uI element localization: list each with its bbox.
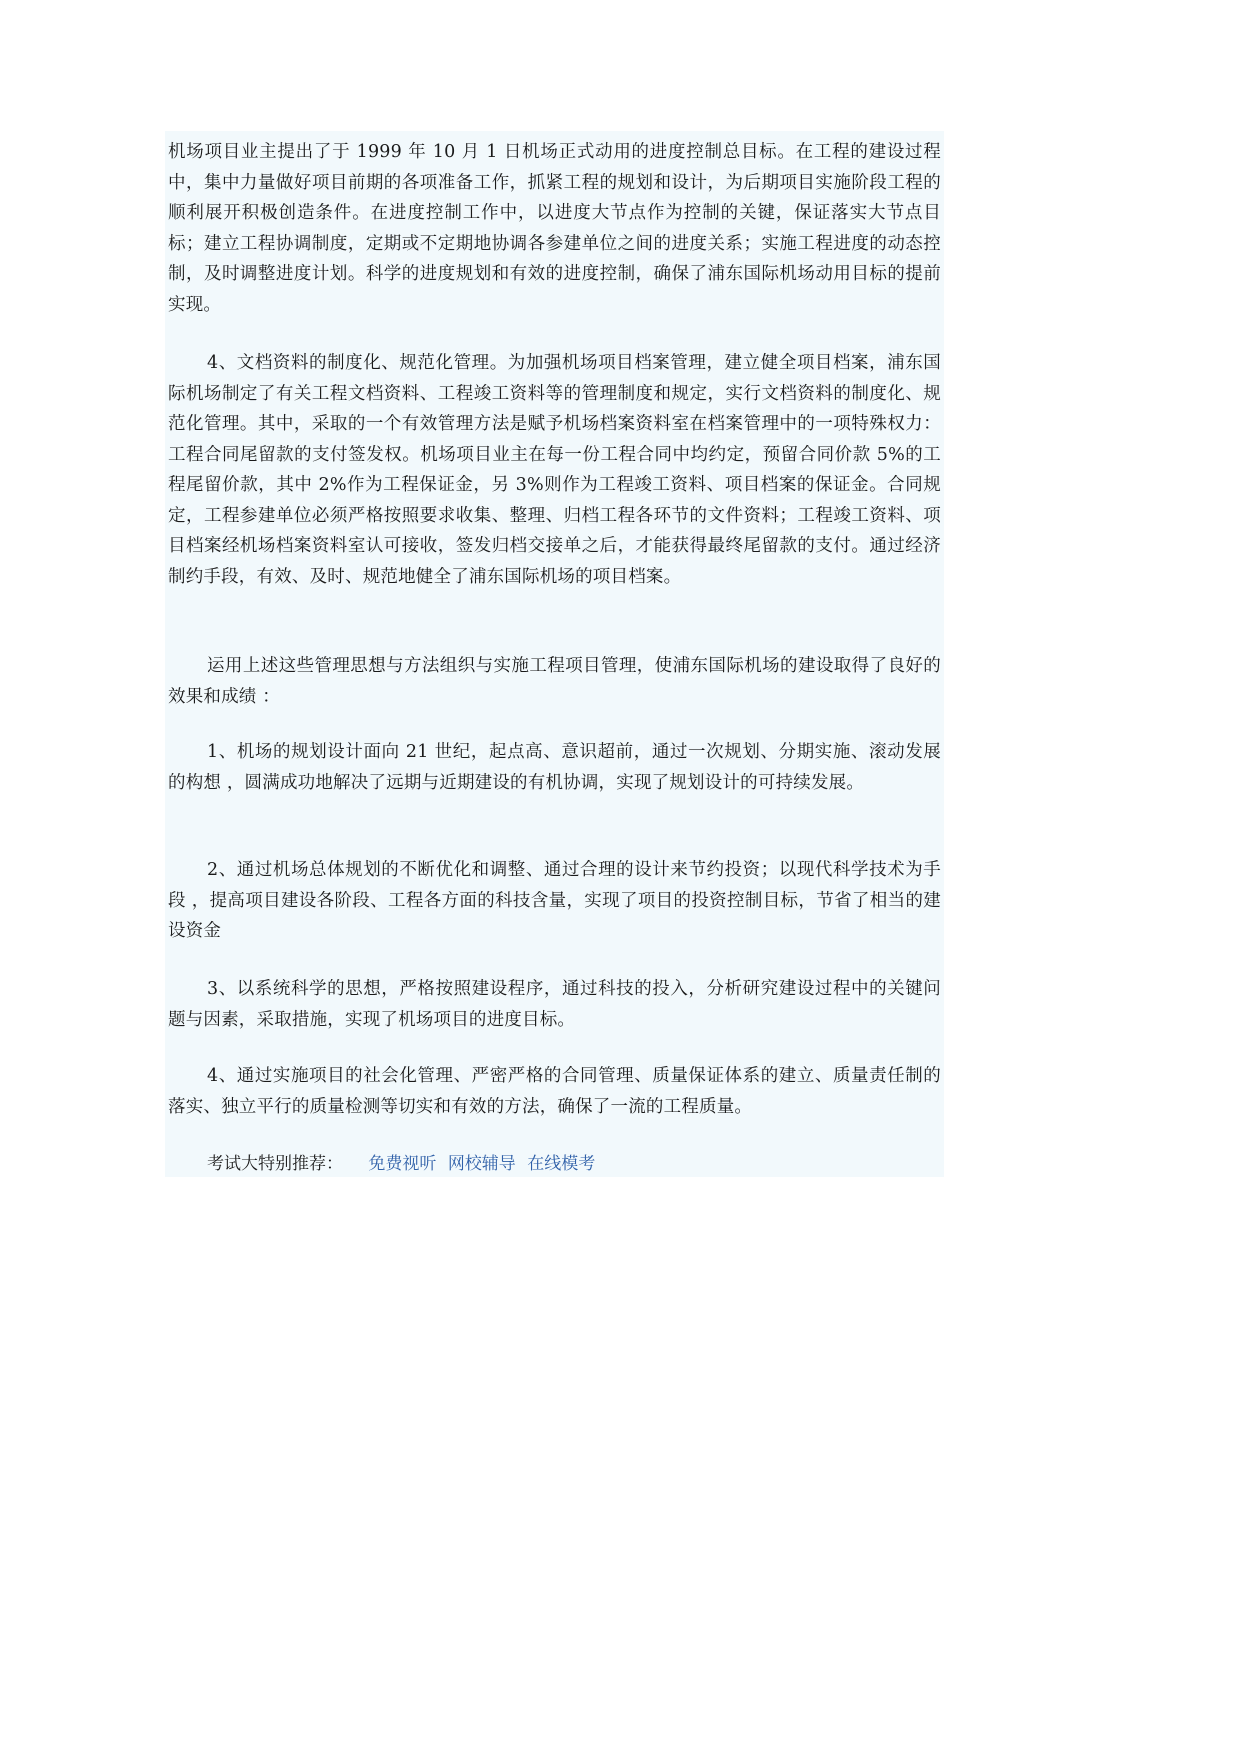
paragraph-result-2: 2、通过机场总体规划的不断优化和调整、通过合理的设计来节约投资；以现代科学技术为手段 ，提高项目建设各阶段、工程各方面的科技含量，实现了项目的投资控制目标，节省了相当的建设资金 [168, 860, 941, 941]
link-free-video[interactable]: 免费视听 [368, 1154, 437, 1174]
link-online-tutoring[interactable]: 网校辅导 [447, 1154, 516, 1174]
paragraph-document-management: 4、文档资料的制度化、规范化管理。为加强机场项目档案管理，建立健全项目档案，浦东国际机场制定了有关工程文档资料、工程竣工资料等的管理制度和规定，实行文档资料的制度化、规范化管理。其中，采取的一个有效管理方法是赋予机场档案资料室在档案管理中的一项特殊权力：工程合同尾留款的支付签发权。机场项目业主在每一份工程合同中均约定，预留合同价款 5%的工程尾留价款，其中 2%作为工程保证金，另 3%则作为工程竣工资料、项目档案的保证金。合同规定，工程参建单位必须严格按照要求收集、整理、归档工程各环节的文件资料；工程竣工资料、项目档案经机场档案资料室认可接收，签发归档交接单之后，才能获得最终尾留款的支付。通过经济制约手段，有效、及时、规范地健全了浦东国际机场的项目档案。 [168, 353, 941, 587]
link-online-mock-exam[interactable]: 在线模考 [527, 1154, 596, 1174]
paragraph-result-3: 3、以系统科学的思想，严格按照建设程序，通过科技的投入，分析研究建设过程中的关键问题与因素，采取措施，实现了机场项目的进度目标。 [168, 979, 941, 1030]
paragraph-result-4: 4、通过实施项目的社会化管理、严密严格的合同管理、质量保证体系的建立、质量责任制的落实、独立平行的质量检测等切实和有效的方法，确保了一流的工程质量。 [168, 1066, 941, 1117]
recommend-bar [207, 1152, 595, 1176]
paragraph-result-1: 1、机场的规划设计面向 21 世纪，起点高、意识超前，通过一次规划、分期实施、滚动发展的构想 ，圆满成功地解决了远期与近期建设的有机协调，实现了规划设计的可持续发展。 [168, 742, 941, 793]
recommend-label: 考试大特别推荐： [207, 1154, 343, 1174]
paragraph-schedule-control: 机场项目业主提出了于 1999 年 10 月 1 日机场正式动用的进度控制总目标。在工程的建设过程中，集中力量做好项目前期的各项准备工作，抓紧工程的规划和设计，为后期项目实施阶段工程的顺利展开积极创造条件。在进度控制工作中，以进度大节点作为控制的关键，保证落实大节点目标；建立工程协调制度，定期或不定期地协调各参建单位之间的进度关系；实施工程进度的动态控制，及时调整进度计划。科学的进度规划和有效的进度控制，确保了浦东国际机场动用目标的提前实现。 [168, 142, 941, 315]
paragraph-results-intro: 运用上述这些管理思想与方法组织与实施工程项目管理，使浦东国际机场的建设取得了良好的效果和成绩 ： [168, 656, 941, 707]
